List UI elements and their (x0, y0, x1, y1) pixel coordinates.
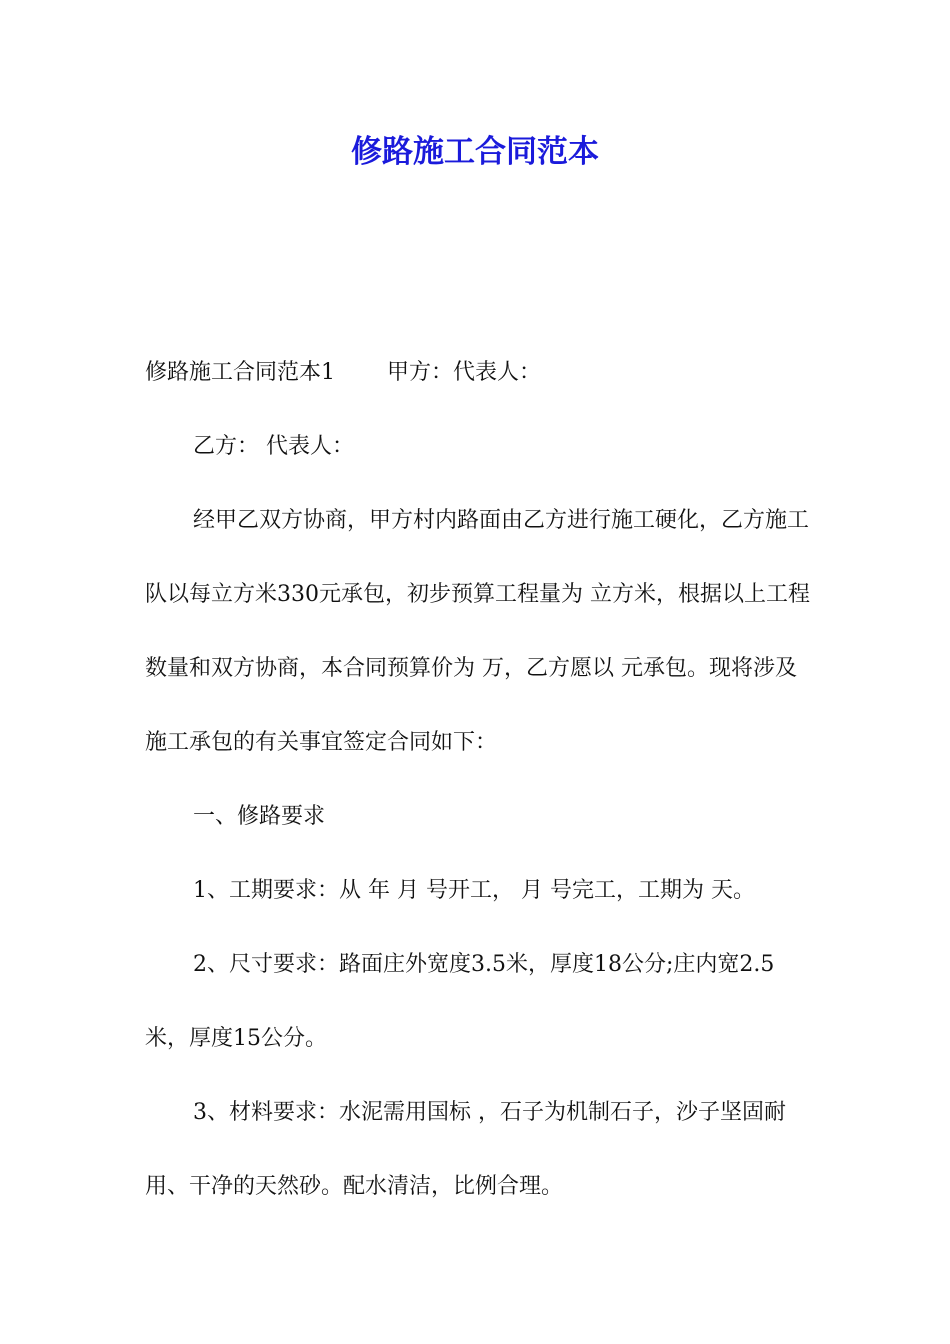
party-a-line: 甲方：代表人： (387, 360, 542, 385)
requirement-item-materials: 3、材料要求：水泥需用国标 ，石子为机制石子，沙子坚固耐用、干净的天然砂。配水清洁，比例合理。 (145, 1100, 786, 1199)
intro-line (145, 336, 810, 410)
document-title: 修路施工合同范本 (351, 134, 599, 170)
party-b-line: 乙方： 代表人： (193, 434, 354, 459)
requirement-item-schedule: 1、工期要求：从 年 月 号开工， 月 号完工，工期为 天。 (193, 878, 755, 903)
contract-heading: 修路施工合同范本1 (145, 360, 335, 385)
section-heading-road-requirements: 一、修路要求 (193, 804, 326, 829)
document-body (145, 336, 810, 1224)
agreement-paragraph: 经甲乙双方协商，甲方村内路面由乙方进行施工硬化，乙方施工队以每立方米330元承包，初步预算工程量为 立方米，根据以上工程数量和双方协商，本合同预算价为 万，乙方愿以 元承包。现将涉及施工承包的有关事宜签定合同如下： (145, 508, 810, 755)
requirement-item-dimensions: 2、尺寸要求：路面庄外宽度3.5米，厚度18公分;庄内宽2.5米，厚度15公分。 (145, 952, 775, 1051)
